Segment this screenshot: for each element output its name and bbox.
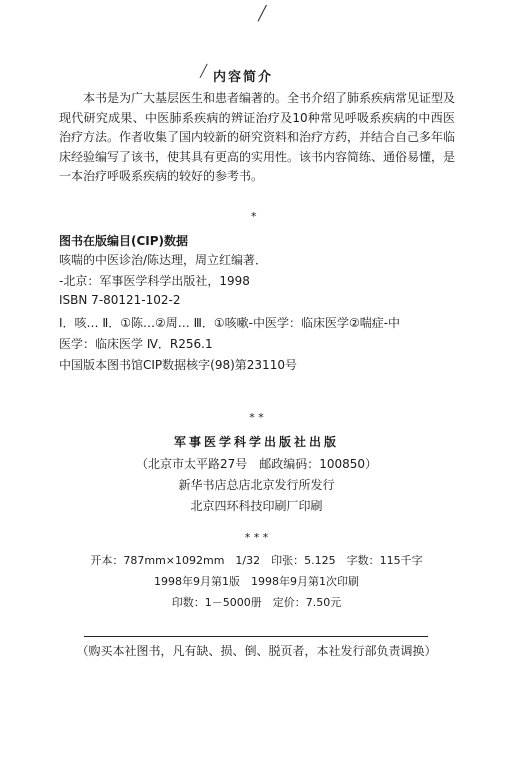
scan-mark-top: ╱ <box>258 6 267 22</box>
cip-line-4: Ⅰ．咳… Ⅱ．①陈…②周… Ⅲ．①咳嗽-中医学：临床医学②喘症-中 <box>59 316 401 330</box>
separator-star: * <box>251 210 257 223</box>
distributor: 新华书店总店北京发行所发行 <box>178 478 335 492</box>
separator-stars: * * <box>249 411 264 424</box>
scan-mark-title: ╱ <box>200 64 208 78</box>
intro-title: 内容简介 <box>213 70 274 85</box>
intro-text: 本书是为广大基层医生和患者编著的。全书介绍了肺系疾病常见证型及现代研究成果、中医肺系疾病的辨证治疗及10种常见呼吸系疾病的中西医治疗方法。作者收集了国内较新的研究资料和治疗方药，并结合自己多年临床经验编写了该书，使其具有更高的实用性。该书内容简练、通俗易懂，是一本治疗呼吸系疾病的较好的参考书。 <box>59 91 456 183</box>
divider-rule <box>84 636 428 637</box>
cip-line-5: 医学：临床医学 Ⅳ．R256.1 <box>59 337 213 351</box>
intro-paragraph <box>59 89 455 187</box>
replacement-notice: （购买本社图书，凡有缺、损、倒、脱页者，本社发行部负责调换） <box>76 644 437 658</box>
separator-stars-three: * * * <box>244 531 269 544</box>
printer: 北京四环科技印刷厂印刷 <box>190 499 323 513</box>
cip-line-1: 咳喘的中医诊治/陈达理，周立红编著． <box>59 253 268 267</box>
cip-line-6: 中国版本图书馆CIP数据核字(98)第23110号 <box>59 358 297 372</box>
cip-title: 图书在版编目(CIP)数据 <box>59 234 189 248</box>
cip-line-3: ISBN 7-80121-102-2 <box>59 293 181 307</box>
format-line: 开本：787mm×1092mm 1/32 印张：5.125 字数：115千字 <box>90 554 423 567</box>
publisher-name: 军事医学科学出版社出版 <box>173 435 339 449</box>
edition-line: 1998年9月第1版 1998年9月第1次印刷 <box>154 575 359 588</box>
publisher-address: （北京市太平路27号 邮政编码：100850） <box>135 457 378 471</box>
cip-line-2: -北京：军事医学科学出版社，1998 <box>59 274 250 288</box>
print-run-line: 印数：1－5000册 定价：7.50元 <box>171 596 342 609</box>
